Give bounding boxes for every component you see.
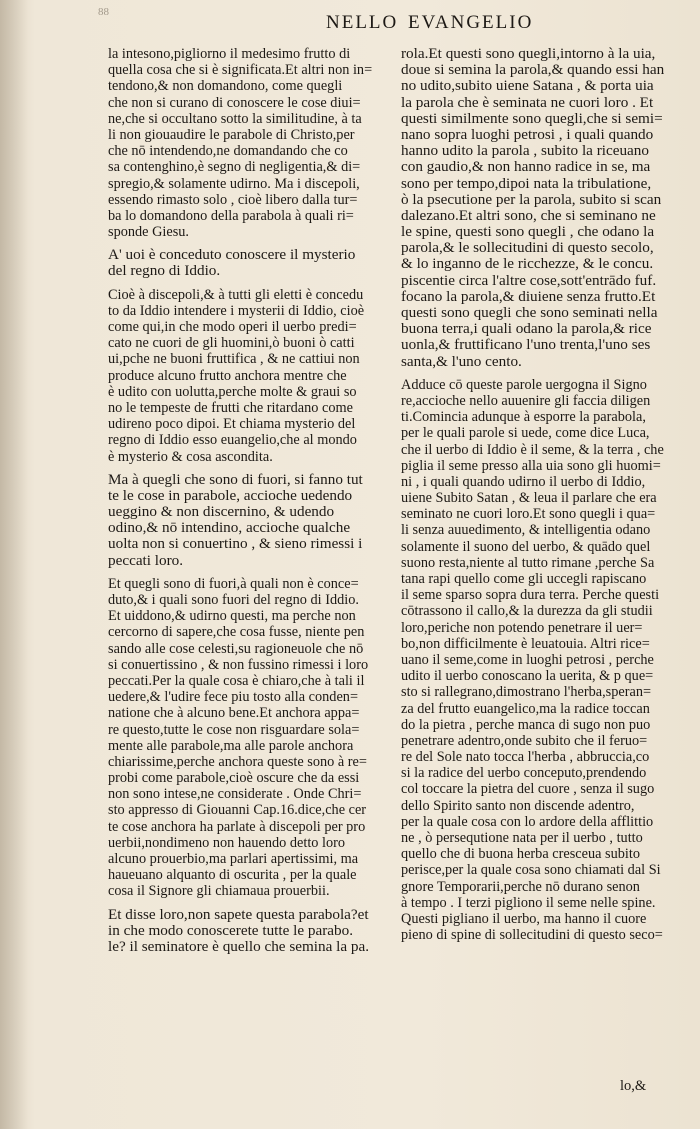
text-line: suono resta,niente al tutto rimane ,perche Sa [401, 554, 655, 571]
text-line: questi sono quegli che sono seminati nella [401, 305, 658, 321]
text-line: sto appresso di Giouanni Cap.16.dice,che cer [108, 802, 367, 819]
commentary-paragraph [108, 46, 388, 240]
text-line: chiarissime,perche anchora queste sono à re= [108, 753, 367, 770]
text-line: mente alle parabole,ma alle parole anchora [108, 737, 354, 754]
text-line: odino,& nō intendino, accioche qualche [108, 520, 351, 537]
text-line: peccati.Per la quale cosa è chiaro,che à tali il [108, 672, 365, 689]
paragraph-gap [108, 280, 388, 287]
text-line: re,accioche nello auuenire gli faccia diligen [401, 392, 651, 409]
text-line: duto,& i quali sono fuori del regno di Iddio. [108, 592, 359, 608]
text-line: & lo inganno de le ricchezze, & le concu. [401, 256, 654, 273]
text-line: à tempo . I terzi pigliono il seme nelle spine. [401, 894, 656, 911]
text-line: per la quale cosa con lo ardore della afflittio [401, 813, 654, 830]
catchword: lo,& [620, 1078, 647, 1094]
commentary-paragraph [401, 377, 683, 944]
text-line: uiene Subito Satan , & leua il parlare che era [401, 490, 657, 507]
text-line: cōtrassono il callo,& la durezza da gli studii [401, 603, 653, 620]
text-line: do la pietra , perche manca di sugo non puo [401, 716, 651, 733]
running-head-left: NELLO [326, 12, 399, 33]
text-line: nano sopra luoghi petrosi , i quali quando [401, 126, 654, 143]
text-line: penetrare adentro,onde subito che il feruo= [401, 732, 648, 749]
text-line: li senza auuedimento, & intelligentia odano [401, 522, 651, 539]
text-line: Et disse loro,non sapete questa parabola?et [108, 906, 369, 923]
text-line: uedere,& l'udire fece piu tosto alla conden= [108, 689, 359, 706]
text-line: è udito con uolutta,perche molte & graui so [108, 383, 357, 400]
text-line: come qui,in che modo operi il uerbo predi= [108, 319, 357, 335]
text-line: questi similmente sono quegli,che si semi= [401, 110, 663, 127]
paragraph-gap [108, 900, 388, 907]
text-line: peccati loro. [108, 552, 184, 569]
text-line: con gaudio,& non hanno radice in se, ma [401, 159, 651, 176]
text-line: Et uiddono,& udirno questi, ma perche non [108, 608, 356, 625]
text-line: sando alle cose celesti,su ragioneuole che nō [108, 640, 364, 657]
text-line: piscentie circa l'altre cose,sott'entrādo fuf. [401, 272, 657, 289]
running-head-right: EVANGELIO [408, 12, 534, 33]
text-line: Questi pigliano il uerbo, ma hanno il cuore [401, 910, 647, 927]
text-line: buona terra,i quali odano la parola,& rice [401, 321, 652, 338]
text-line: sponde Giesu. [108, 224, 190, 241]
text-line: re questo,tutte le cose non risguardare sola= [108, 721, 360, 738]
text-line: solamente il suono del uerbo, & quādo quel [401, 538, 651, 555]
text-line: quella cosa che si è significata.Et altri non in= [108, 62, 373, 79]
text-line: udireno poco dipoi. Et chiama mysterio del [108, 416, 356, 433]
scripture-verse [108, 247, 388, 279]
text-line: perisce,per la quale cosa sono chiamati dal Si [401, 862, 661, 879]
paragraph-gap [108, 465, 388, 472]
text-line: produce alcuno frutto anchora mentre che [108, 367, 347, 384]
scripture-verse [108, 472, 388, 569]
text-line: ni , i quali quando udirno il uerbo di Iddio, [401, 473, 646, 490]
scripture-verse [401, 46, 683, 370]
text-line: focano la parola,& diuiene senza frutto.Et [401, 288, 656, 305]
gutter-shadow [0, 0, 28, 1129]
text-line: dalezano.Et altri sono, che si seminano ne [401, 207, 656, 224]
text-line: non sono intese,ne considerate . Onde Chri= [108, 786, 362, 803]
text-line: rola.Et questi sono quegli,intorno à la uia, [401, 46, 656, 62]
text-line: seminato ne cuori loro.Et sono quegli i qua= [401, 506, 656, 523]
commentary-paragraph [108, 576, 388, 900]
text-line: A' uoi è conceduto conoscere il mysterio [108, 247, 356, 264]
text-line: ò la psecutione per la parola, subito si scan [401, 191, 662, 208]
text-line: del regno di Iddio. [108, 263, 221, 280]
text-line: si conuertissino , & non fussino rimessi i loro [108, 656, 369, 673]
text-line: ti.Comincia adunque à esporre la parabola, [401, 409, 646, 426]
text-line: tendono,& non domandono, come quegli [108, 78, 343, 95]
text-line: tana rapi quello come gli uccegli rapiscano [401, 571, 647, 587]
text-line: uonla,& fruttificano l'uno trenta,l'uno ses [401, 337, 651, 354]
text-line: si la radice del uerbo conceputo,prendendo [401, 765, 647, 782]
text-line: che non si curano di conoscere le cose diui= [108, 94, 361, 111]
text-line: dello Spirito santo non discende adentro, [401, 797, 635, 814]
text-line: uolta non si conuertino , & sieno rimessi i [108, 536, 363, 553]
text-line: quello che di buona herba cresceua subito [401, 846, 640, 863]
text-line: spregio,& solamente udirno. Ma i discepoli, [108, 175, 360, 192]
text-line: per le quali parole si uede, come dice Luca, [401, 425, 650, 442]
text-line: è mysterio & cosa ascondita. [108, 448, 273, 465]
folio-number: 88 [98, 6, 109, 18]
text-line: te le cose in parabole, accioche uedendo [108, 487, 353, 504]
text-line: loro,periche non potendo penetrare il uer= [401, 619, 643, 636]
text-line: pieno di spine di sollecitudini di questo seco= [401, 927, 663, 944]
text-line: bo,non difficilmente è leuatouia. Altri rice= [401, 635, 650, 652]
text-line: ne , ò persequtione nata per il uerbo , tutto [401, 830, 643, 846]
scripture-verse [108, 907, 388, 956]
text-line: li non giouaudire le parabole di Christo,per [108, 126, 355, 143]
text-line: alcuno prouerbio,ma parlari apertissimi, ma [108, 851, 359, 867]
text-line: za del frutto euangelico,ma la radice toccan [401, 700, 650, 717]
text-line: natione che à alcuno bene.Et anchora appa= [108, 705, 360, 722]
text-line: cercorno di sapere,che cosa fusse, niente pen [108, 624, 365, 641]
text-line: Cioè à discepoli,& à tutti gli eletti è concedu [108, 286, 364, 303]
text-line: ne,che si occultano sotto la similitudine, à ta [108, 110, 362, 127]
text-line: te cose anchora ha parlate à discepoli per pro [108, 818, 366, 835]
paragraph-gap [108, 569, 388, 576]
text-line: che nō intendendo,ne domandando che co [108, 143, 348, 160]
text-line: la intesono,pigliorno il medesimo frutto di [108, 46, 351, 62]
text-line: le spine, questi sono quegli , che odano la [401, 224, 655, 241]
paragraph-gap [108, 240, 388, 247]
commentary-paragraph [108, 287, 388, 465]
text-line: uerbii,nondimeno non hauendo detto loro [108, 834, 346, 851]
text-line: Adduce cō queste parole uergogna il Signo [401, 376, 647, 393]
text-line: Et quegli sono di fuori,à quali non è conce= [108, 575, 359, 592]
text-line: cosa il Signore gli chiamaua prouerbii. [108, 883, 330, 900]
text-line: ui,pche ne buoni fruttifica , & ne cattiui non [108, 351, 360, 368]
text-line: santa,& l'uno cento. [401, 353, 522, 370]
text-line: Ma à quegli che sono di fuori, si fanno tut [108, 471, 363, 488]
text-line: re del Sole nato tocca l'herba , abbruccia,co [401, 749, 650, 766]
text-line: la parola che è seminata ne cuori loro . Et [401, 94, 654, 111]
text-line: doue si semina la parola,& quando essi han [401, 62, 665, 79]
text-line: piglia il seme presso alla uia sono gli huomi= [401, 457, 661, 474]
text-line: le? il seminatore è quello che semina la pa. [108, 938, 370, 955]
text-line: parola,& le sollecitudini di questo secolo, [401, 240, 654, 257]
text-line: che il uerbo di Iddio è il seme, & la terra , che [401, 441, 664, 458]
text-line: to da Iddio intendere i mysterii di Iddio, cioè [108, 302, 365, 319]
text-line: ba lo domandono della parabola à quali ri= [108, 207, 354, 224]
text-line: il seme sparso sopra dura terra. Perche questi [401, 587, 660, 604]
left-column [108, 46, 388, 955]
text-line: ueggino & non discernino, & udendo [108, 504, 335, 521]
text-line: sono per tempo,dipoi nata la tribulatione, [401, 175, 652, 192]
text-line: essendo rimasto solo , cioè libero dalla tur= [108, 191, 358, 208]
text-line: gnore Temporarii,perche nō durano senon [401, 878, 640, 895]
text-line: in che modo conoscerete tutte le parabo. [108, 922, 354, 939]
text-line: hanno udito la parola , subito la riceuano [401, 143, 649, 160]
text-line: udito il uerbo conoscano la uerita, & p que= [401, 668, 654, 685]
paragraph-gap [401, 370, 683, 377]
text-line: col toccare la pietra del cuore , senza il sugo [401, 781, 655, 798]
text-line: sa contenghino,è segno di negligentia,& di= [108, 159, 361, 176]
text-line: sto si rallegrano,dimostrano l'herba,speran= [401, 684, 652, 701]
text-line: no le tempeste de frutti che ritardano come [108, 399, 353, 416]
text-line: regno di Iddio esso euangelio,che al mondo [108, 432, 357, 449]
text-line: no udito,subito uiene Satana , & porta uia [401, 78, 654, 95]
text-line: cato ne cuori de gli huomini,ò buoni ò catti [108, 335, 355, 352]
right-column [401, 46, 683, 943]
text-line: uano il seme,come in luoghi petrosi , perche [401, 651, 654, 668]
text-line: probi come parabole,cioè oscure che da essi [108, 770, 360, 787]
text-line: haueuano alquanto di oscurita , per la quale [108, 867, 357, 884]
